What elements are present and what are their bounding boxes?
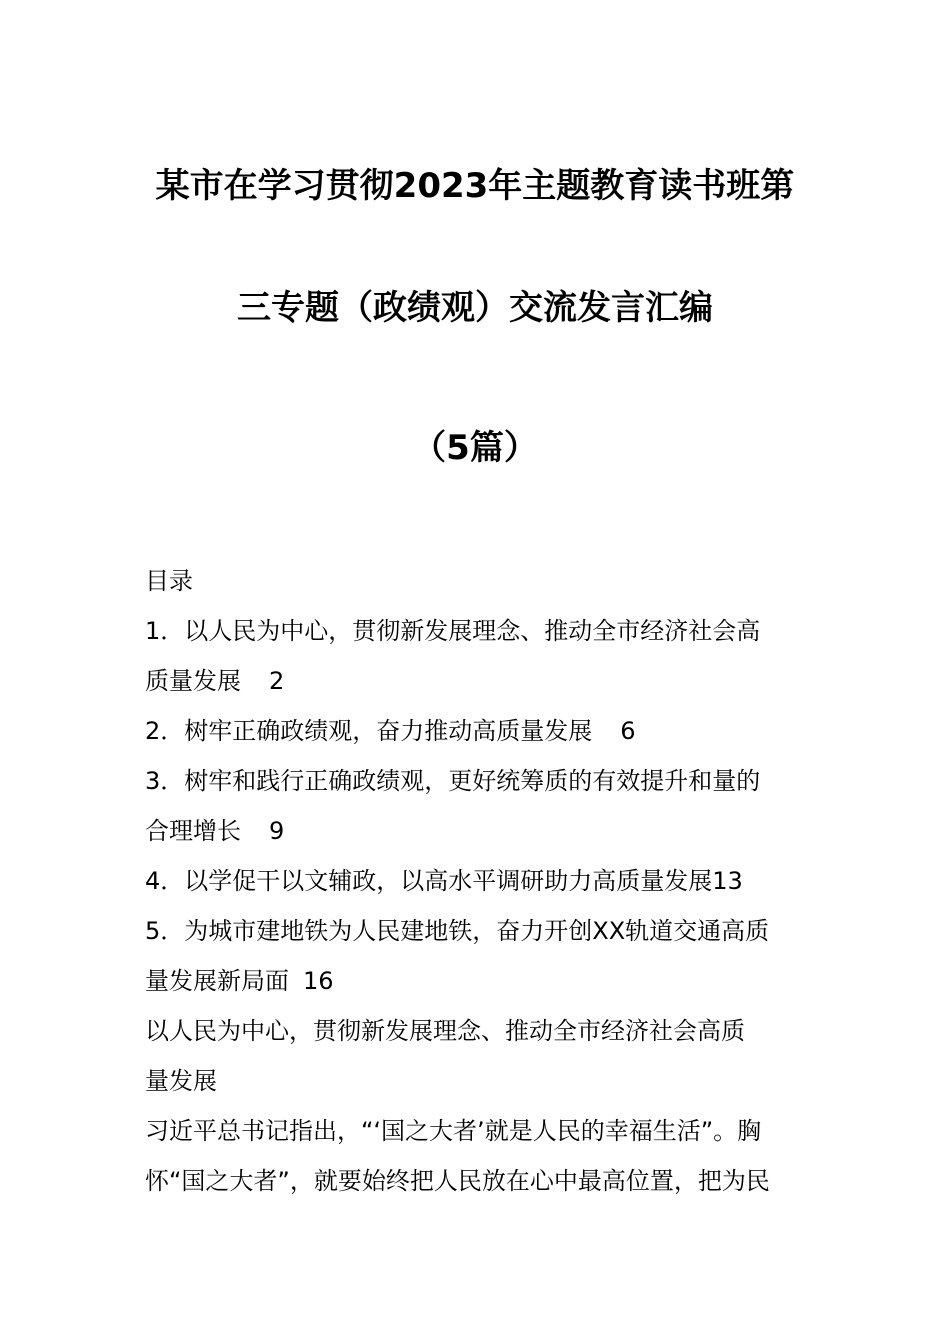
toc-entry-2-text: 2．树牢正确政绩观，奋力推动高质量发展 xyxy=(145,717,593,745)
toc-entry-3-text: 合理增长 xyxy=(145,817,241,845)
toc-entry-3-line-1: 3．树牢和践行正确政绩观，更好统筹质的有效提升和量的 xyxy=(145,767,761,795)
paragraph-line-2: 怀“国之大者”，就要始终把人民放在心中最高位置，把为民 xyxy=(145,1167,770,1195)
toc-entry-5-text: 量发展新局面 xyxy=(145,967,289,995)
toc-entry-5-line-1: 5．为城市建地铁为人民建地铁，奋力开创XX轨道交通高质 xyxy=(145,917,770,945)
document-title-line-2: 三专题（政绩观）交流发言汇编 xyxy=(237,288,713,328)
toc-entry-1-line-1: 1．以人民为中心，贯彻新发展理念、推动全市经济社会高 xyxy=(145,617,761,645)
toc-entry-1-page: 2 xyxy=(269,667,285,695)
toc-entry-4-page: 13 xyxy=(712,867,743,895)
section-heading-line-2: 量发展 xyxy=(145,1067,217,1095)
toc-entry-5-line-2 xyxy=(145,966,810,996)
paragraph-line-1: 习近平总书记指出，“‘国之大者’就是人民的幸福生活”。胸 xyxy=(145,1117,762,1145)
toc-entry-3-page: 9 xyxy=(269,817,285,845)
toc-entry-2-page: 6 xyxy=(620,717,636,745)
toc-entry-4 xyxy=(145,866,810,896)
toc-entry-3-line-2 xyxy=(145,816,810,846)
toc-entry-1-text: 质量发展 xyxy=(145,667,241,695)
document-title-line-1: 某市在学习贯彻2023年主题教育读书班第 xyxy=(155,166,795,206)
toc-entry-2 xyxy=(145,716,810,746)
toc-entry-5-page: 16 xyxy=(303,967,334,995)
section-heading-line-1: 以人民为中心，贯彻新发展理念、推动全市经济社会高质 xyxy=(145,1017,745,1045)
document-title-count: （5篇） xyxy=(412,428,538,468)
toc-entry-1-line-2 xyxy=(145,666,810,696)
toc-entry-4-text: 4．以学促干以文辅政，以高水平调研助力高质量发展 xyxy=(145,867,713,895)
toc-heading: 目录 xyxy=(145,567,193,595)
